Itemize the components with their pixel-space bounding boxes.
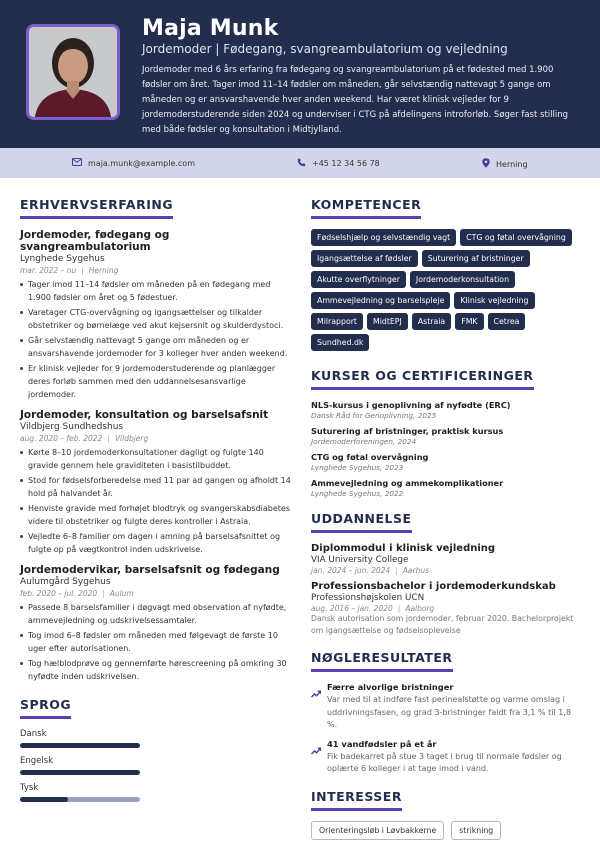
- candidate-name: Maja Munk: [142, 16, 279, 41]
- education-school: Professionshøjskolen UCN: [311, 593, 425, 603]
- skill-tag: Cetrea: [488, 313, 526, 330]
- result-description: Fik badekarret på stue 3 taget i brug til normale fødsler og oplærte 6 kolleger i at tage imod i vand.: [327, 751, 562, 773]
- interest-tag: strikning: [451, 821, 501, 840]
- education-heading: UDDANNELSE: [311, 511, 412, 533]
- language-list: [20, 729, 292, 802]
- course-org: Lynghede Sygehus, 2023: [311, 463, 404, 472]
- results-list: [311, 682, 581, 776]
- language-level-fill: [20, 743, 140, 748]
- job-bullet: Kørte 8–10 jordemoderkonsultationer dagligt og fulgte 140 gravide gennem hele graviditeten i basistilbuddet.: [20, 446, 292, 472]
- skill-tag: Igangsættelse af fødsler: [311, 250, 418, 267]
- job-company: Vildbjerg Sundhedshus: [20, 422, 124, 432]
- job-bullets: [20, 278, 292, 401]
- job-period: mar. 2022 – nu: [20, 266, 77, 275]
- right-column: [311, 194, 581, 840]
- education-place: Aarhus: [402, 566, 430, 575]
- course-title: Suturering af bristninger, praktisk kursus: [311, 426, 504, 436]
- education-period: jan. 2024 – jun. 2024: [311, 566, 391, 575]
- profile-summary: Jordemoder med 6 års erfaring fra fødegang og svangreambulatorium på et fødested med 1.900 fødsler om året. Tager imod 11–14 fødsler om måneden, går selvstændig nattevagt 5 gange om måneden og er ansvarshavende hver anden weekend. Har været klinisk vejleder for 9 jordemoderstuderende siden 2024 og underviser i CTG på afdelingens introforløb. Søger fast stilling med både fødsler og konsultation i Midtjylland.: [142, 65, 569, 135]
- job-company: Aulumgård Sygehus: [20, 577, 111, 587]
- language-level-fill: [20, 770, 140, 775]
- job-bullet: Tog imod 6–8 fødsler om måneden med følgevagt de første 10 uger efter autorisationen.: [20, 629, 292, 655]
- language-level-bar: [20, 770, 140, 775]
- job-bullets: [20, 446, 292, 556]
- job-bullet: Vejledte 6–8 familier om dagen i amning på barselsafsnittet og fulgte op på vægtkontrol inden udskrivelse.: [20, 530, 292, 556]
- job-place: Aulum: [109, 589, 134, 598]
- result-item: [311, 682, 581, 732]
- results-heading: NØGLERESULTATER: [311, 650, 453, 672]
- job-bullet: Passede 8 barselsfamilier i døgvagt med observation af nyfødte, ammevejledning og udskrivelsessamtaler.: [20, 601, 292, 627]
- job-entry: [20, 409, 292, 556]
- candidate-title: Jordemoder | Fødegang, svangreambulatorium og vejledning: [142, 42, 508, 56]
- job-entry: [20, 564, 292, 683]
- email-text: maja.munk@example.com: [88, 158, 195, 168]
- education-title: Professionsbachelor i jordemoderkundskab: [311, 581, 556, 592]
- job-meta: feb. 2020 – jul. 2020 | Aulum: [20, 589, 134, 598]
- education-meta: jan. 2024 – jun. 2024 | Aarhus: [311, 566, 430, 575]
- education-place: Aalborg: [405, 604, 435, 613]
- interests-list: [311, 821, 581, 840]
- course-list: [311, 400, 581, 498]
- skills-heading: KOMPETENCER: [311, 197, 421, 219]
- course-org: Dansk Råd for Genoplivning, 2025: [311, 411, 437, 420]
- language-name: Engelsk: [20, 756, 54, 766]
- job-period: feb. 2020 – jul. 2020: [20, 589, 98, 598]
- job-bullet: Varetager CTG-overvågning og igangsættelser og tilkalder obstetriker og børnelæge ved akut kejsersnit og skulderdystoci.: [20, 306, 292, 332]
- contact-phone[interactable]: [297, 158, 380, 169]
- contact-location: [482, 158, 528, 170]
- course-item: [311, 452, 581, 472]
- skills-tags: [311, 229, 581, 351]
- job-place: Herning: [88, 266, 119, 275]
- course-org: Jordemoderforeningen, 2024: [311, 437, 417, 446]
- skill-tag: Akutte overflytninger: [311, 271, 406, 288]
- language-level-bar: [20, 797, 140, 802]
- education-meta: aug. 2016 – jan. 2020 | Aalborg: [311, 604, 435, 613]
- contact-email[interactable]: [72, 158, 195, 168]
- map-pin-icon: [482, 158, 490, 170]
- course-title: Ammevejledning og ammekomplikationer: [311, 478, 504, 488]
- location-text: Herning: [496, 159, 528, 169]
- left-column: [20, 194, 292, 810]
- skill-tag: MidtEPJ: [367, 313, 408, 330]
- result-item: [311, 739, 581, 776]
- job-entry: [20, 229, 292, 401]
- language-level-fill: [20, 797, 68, 802]
- languages-heading: SPROG: [20, 697, 71, 719]
- skill-tag: FMK: [455, 313, 483, 330]
- course-title: CTG og føtal overvågning: [311, 452, 429, 462]
- contact-bar: [0, 148, 600, 178]
- skill-tag: Klinisk vejledning: [454, 292, 534, 309]
- job-bullet: Henviste gravide med forhøjet blodtryk og svangerskabsdiabetes videre til obstetriker og fulgte deres kontroller i Astraia.: [20, 502, 292, 528]
- skill-tag: Fødselshjælp og selvstændig vagt: [311, 229, 456, 246]
- phone-text: +45 12 34 56 78: [312, 159, 380, 168]
- job-meta: mar. 2022 – nu | Herning: [20, 266, 119, 275]
- result-title: 41 vandfødsler på et år: [327, 738, 437, 749]
- skill-tag: Jordemoderkonsultation: [410, 271, 515, 288]
- course-item: [311, 426, 581, 446]
- trend-up-icon: [311, 740, 321, 759]
- job-title: Jordemodervikar, barselsafsnit og fødegang: [20, 564, 280, 576]
- job-bullet: Er klinisk vejleder for 9 jordemoderstuderende og planlægger deres forløb sammen med den uddannelsesansvarlige jordemoder.: [20, 362, 292, 401]
- language-item: [20, 783, 292, 802]
- skill-tag: Ammevejledning og barselspleje: [311, 292, 450, 309]
- job-bullet: Tager imod 11–14 fødsler om måneden på en fødegang med 1.900 fødsler om året og 5 fødestuer.: [20, 278, 292, 304]
- language-name: Tysk: [20, 783, 39, 793]
- job-title: Jordemoder, konsultation og barselsafsnit: [20, 409, 269, 421]
- education-title: Diplommodul i klinisk vejledning: [311, 543, 496, 554]
- profile-photo: [26, 24, 120, 120]
- education-school: VIA University College: [311, 555, 409, 565]
- education-description: Dansk autorisation som jordemoder, februar 2020. Bachelorprojekt om igangsættelse og fødselsoplevelse: [311, 614, 574, 635]
- course-item: [311, 400, 581, 420]
- courses-heading: KURSER OG CERTIFICERINGER: [311, 368, 534, 390]
- skill-tag: Astraia: [412, 313, 451, 330]
- interests-heading: INTERESSER: [311, 789, 402, 811]
- language-item: [20, 756, 292, 775]
- skill-tag: CTG og føtal overvågning: [460, 229, 572, 246]
- phone-icon: [297, 158, 306, 169]
- course-title: NLS-kursus i genoplivning af nyfødte (ERC): [311, 400, 511, 410]
- language-name: Dansk: [20, 729, 47, 739]
- course-org: Lynghede Sygehus, 2022: [311, 489, 404, 498]
- job-bullet: Stod for fødselsforberedelse med 11 par ad gangen og afholdt 14 hold på halvandet år.: [20, 474, 292, 500]
- envelope-icon: [72, 158, 82, 168]
- skill-tag: Suturering af bristninger: [422, 250, 530, 267]
- job-meta: aug. 2020 – feb. 2022 | Vildbjerg: [20, 434, 149, 443]
- header: [0, 0, 600, 148]
- job-bullet: Tog hælblodprøve og gennemførte hørescreening på omkring 30 nyfødte inden udskrivelsen.: [20, 657, 292, 683]
- language-item: [20, 729, 292, 748]
- skill-tag: Sundhed.dk: [311, 334, 369, 351]
- experience-heading: ERHVERVSERFARING: [20, 197, 173, 219]
- job-bullet: Går selvstændig nattevagt 5 gange om måneden og er ansvarshavende jordemoder for 3 kolleger hver anden weekend.: [20, 334, 292, 360]
- trend-up-icon: [311, 683, 321, 702]
- course-item: [311, 478, 581, 498]
- job-place: Vildbjerg: [114, 434, 149, 443]
- education-list: [311, 543, 581, 637]
- education-period: aug. 2016 – jan. 2020: [311, 604, 393, 613]
- language-level-bar: [20, 743, 140, 748]
- result-title: Færre alvorlige bristninger: [327, 682, 454, 692]
- job-bullets: [20, 601, 292, 683]
- result-description: Var med til at indføre fast perinealstøtte og varme omslag i uddrivningsfasen, og grad 3-bristninger faldt fra 3,1 % til 1,8 %.: [327, 695, 572, 729]
- interest-tag: Orienteringsløb i Løvbakkerne: [311, 821, 444, 840]
- education-item: [311, 543, 581, 575]
- job-period: aug. 2020 – feb. 2022: [20, 434, 103, 443]
- skill-tag: Milrapport: [311, 313, 363, 330]
- education-item: [311, 581, 581, 637]
- job-company: Lynghede Sygehus: [20, 254, 105, 264]
- job-title: Jordemoder, fødegang og svangreambulatorium: [20, 229, 170, 253]
